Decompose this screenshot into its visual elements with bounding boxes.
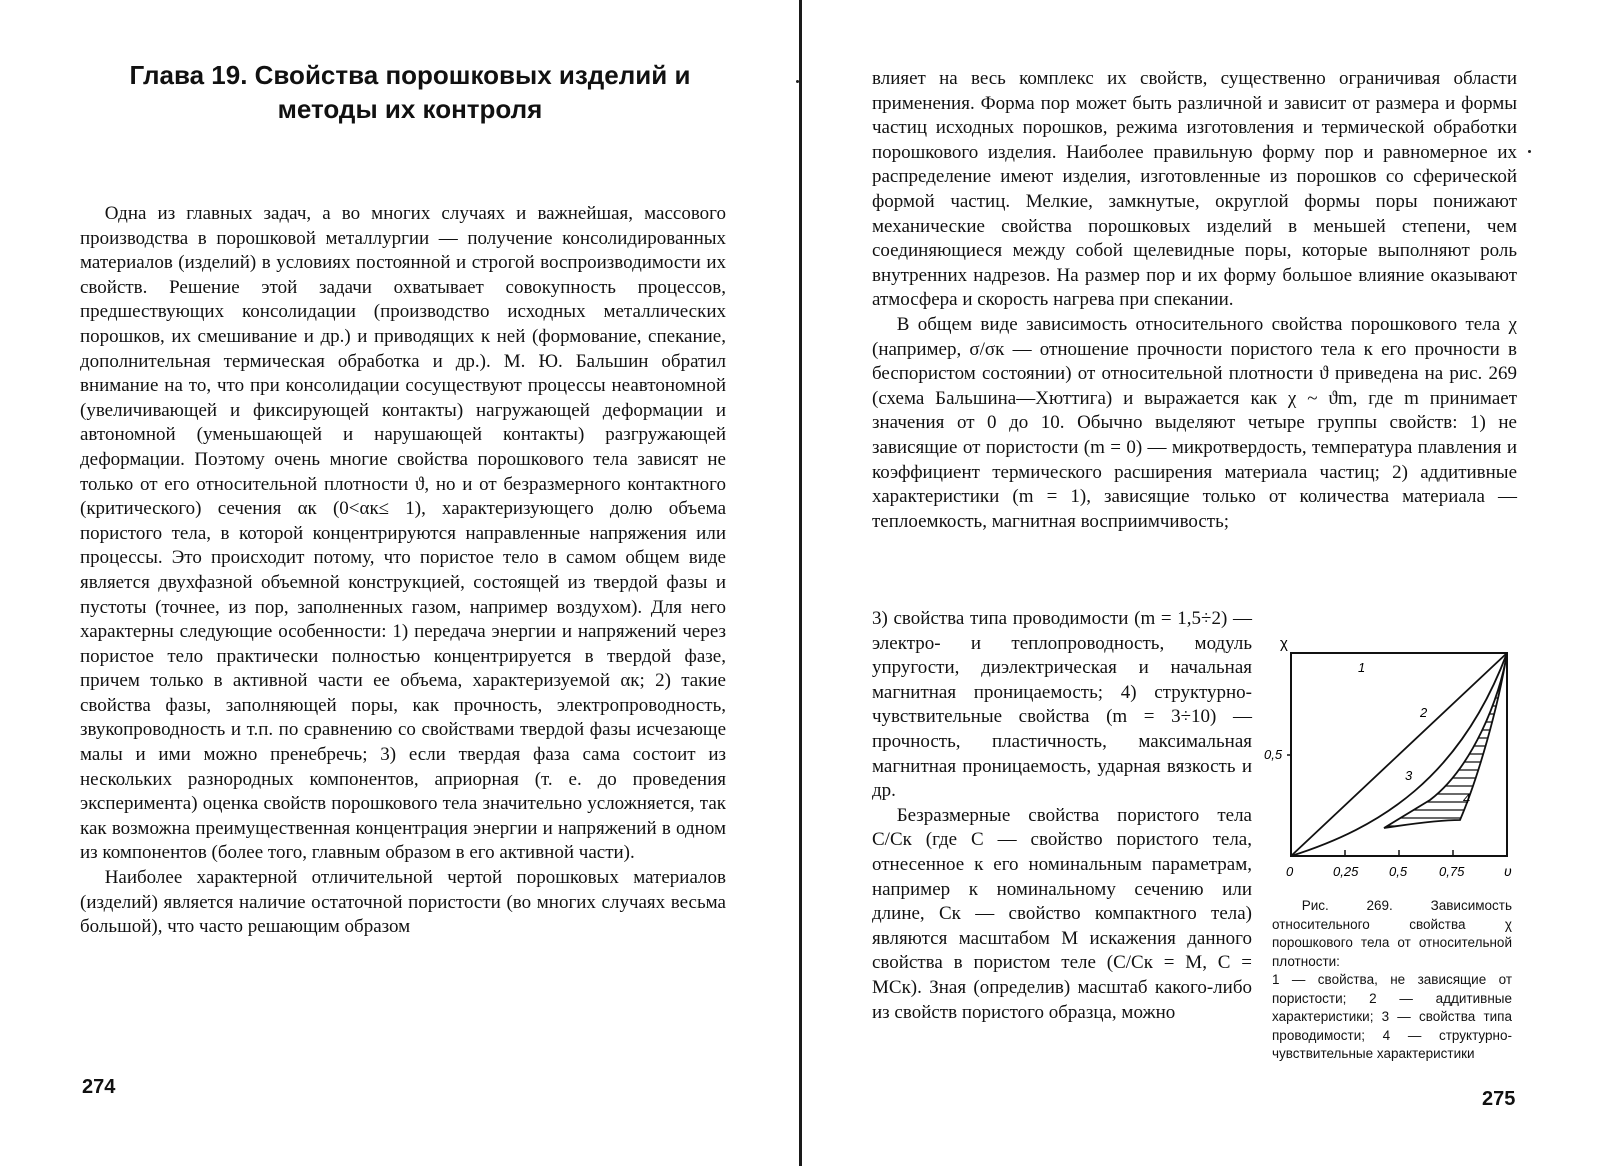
curve-label-1: 1 — [1358, 660, 1366, 675]
figure-plot — [1260, 628, 1530, 903]
x-tick-label: 0,75 — [1439, 864, 1465, 879]
x-axis-label: υ — [1504, 863, 1512, 879]
y-axis-label: χ — [1280, 635, 1288, 652]
page-number-right: 275 — [1482, 1088, 1516, 1110]
figure-caption-lead: Рис. 269. Зависимость относительного свойства χ порошкового тела от относительной плотности: — [1272, 898, 1512, 969]
paragraph: Безразмерные свойства пористого тела C/Cк (где C — свойство пористого тела, отнесенное к его номинальным параметрам, например к номинальному сечению или длине, Cк — свойство компактного тела) являются масштабом M искажения данного свойства в пористом теле (C/Cк = M, C = MCк). Зная (определив) масштаб какого-либо из свойств пористого образца, можно — [872, 804, 1252, 1023]
scan-dot — [796, 80, 799, 83]
x-tick-label: 0,5 — [1389, 864, 1408, 879]
right-page — [802, 0, 1601, 1166]
figure-269 — [1260, 628, 1530, 903]
figure-caption-items: 1 — свойства, не зависящие от пористости; 2 — аддитивные характеристики; 3 — свойства типа проводимости; 4 — структурно-чувствительные характеристики — [1272, 972, 1512, 1061]
x-tick-label: 0,25 — [1333, 864, 1359, 879]
right-body-text-top — [872, 67, 1517, 534]
figure-caption — [1272, 897, 1512, 1064]
paragraph: влияет на весь комплекс их свойств, существенно ограничивая области применения. Форма пор может быть различной и зависит от размера и формы частиц исходных порошков, режима изготовления и термической обработки порошкового изделия. Наиболее правильную форму пор и равномерное их распределение имеют изделия, изготовленные из порошков со сферической формой частиц. Мелкие, замкнутые, округлой формы поры понижают механические свойства порошковых изделий в меньшей степени, чем соединяющиеся между собой щелевидные поры, которые выполняют роль внутренних надрезов. На размер пор и их форму большое влияние оказывают атмосфера и скорость нагрева при спекании. — [872, 68, 1517, 311]
right-body-text-bottom — [872, 607, 1252, 1025]
y-tick-label: 0,5 — [1264, 747, 1283, 762]
paragraph: 3) свойства типа проводимости (m = 1,5÷2) — электро- и теплопроводность, модуль упругости, диэлектрическая и начальная магнитная проницаемость; 4) структурно-чувствительные свойства (m = 3÷10) — прочность, пластичность, максимальная магнитная проницаемость, ударная вязкость и др. — [872, 608, 1252, 802]
paragraph: Наиболее характерной отличительной чертой порошковых материалов (изделий) является наличие остаточной пористости (во многих случаях весьма большой), что часто решающим образом — [80, 867, 726, 938]
curve-label-4: 4 — [1463, 791, 1471, 806]
paragraph: В общем виде зависимость относительного свойства порошкового тела χ (например, σ/σк — отношение прочности пористого тела к его прочности в беспористом состоянии) от относительной плотности ϑ приведена на рис. 269 (схема Бальшина—Хюттига) и выражается как χ ~ ϑm, где m принимает значения от 0 до 10. Обычно выделяют четыре группы свойств: 1) не зависящие от пористости (m = 0) — микротвердость, температура плавления и коэффициент термического расширения материала частиц; 2) аддитивные характеристики (m = 1), зависящие только от количества материала — теплоемкость, магнитная восприимчивость; — [872, 313, 1517, 532]
page-number-left: 274 — [82, 1076, 116, 1098]
left-body-text — [80, 202, 726, 940]
paragraph: Одна из главных задач, а во многих случаях и важнейшая, массового производства в порошковой металлургии — получение консолидированных материалов (изделий) в условиях постоянной и строгой воспроизводимости их свойств. Решение этой задачи охватывает совокупность процессов, предшествующих консолидации (производство исходных металлических порошков, их смешивание и др.) и приводящих к ней (формование, спекание, дополнительная термическая обработка и др.). М. Ю. Бальшин обратил внимание на то, что при консолидации сосуществуют процессы неавтономной (увеличивающей и фиксирующей контакты) нагружающей деформации и автономной (уменьшающей и нарушающей контакты) разгружающей деформации. Поэтому очень многие свойства порошкового тела зависят не только от его относительной плотности ϑ, но и от безразмерного контактного (критического) сечения αк (0<αк≤ 1), характеризующего долю объема пористого тела, в которой концентрируются направленные напряжения или процессы. Это происходит потому, что пористое тело в самом общем виде является двухфазной объемной конструкцией, состоящей из твердой фазы и пустоты (точнее, из пор, заполненных газом, например воздухом). Для него характерны следующие особенности: 1) передача энергии и напряжений через пористое тело практически полностью концентрируется в твердой фазе, причем только в активной части ее объема, характеризуемой αк; 2) такие свойства фазы, заполняющей поры, как прочность, электропроводность, звукопроводность и т.п. по сравнению со свойствами твердой фазы исчезающе малы и ими можно пренебречь; 3) если твердая фаза сама состоит из нескольких разнородных компонентов, априорная (т. е. до проведения эксперимента) оценка свойств порошкового тела значительно усложняется, так как возможна преимущественная концентрация энергии и напряжений в одном из компонентов (более того, главным образом в его активной части). — [80, 203, 726, 864]
chapter-title: Глава 19. Свойства порошковых изделий и методы их контроля — [129, 60, 691, 124]
curve-label-2: 2 — [1420, 705, 1428, 720]
left-page — [0, 0, 800, 1166]
x-tick-label: 0 — [1286, 864, 1294, 879]
curve-label-3: 3 — [1405, 768, 1413, 783]
